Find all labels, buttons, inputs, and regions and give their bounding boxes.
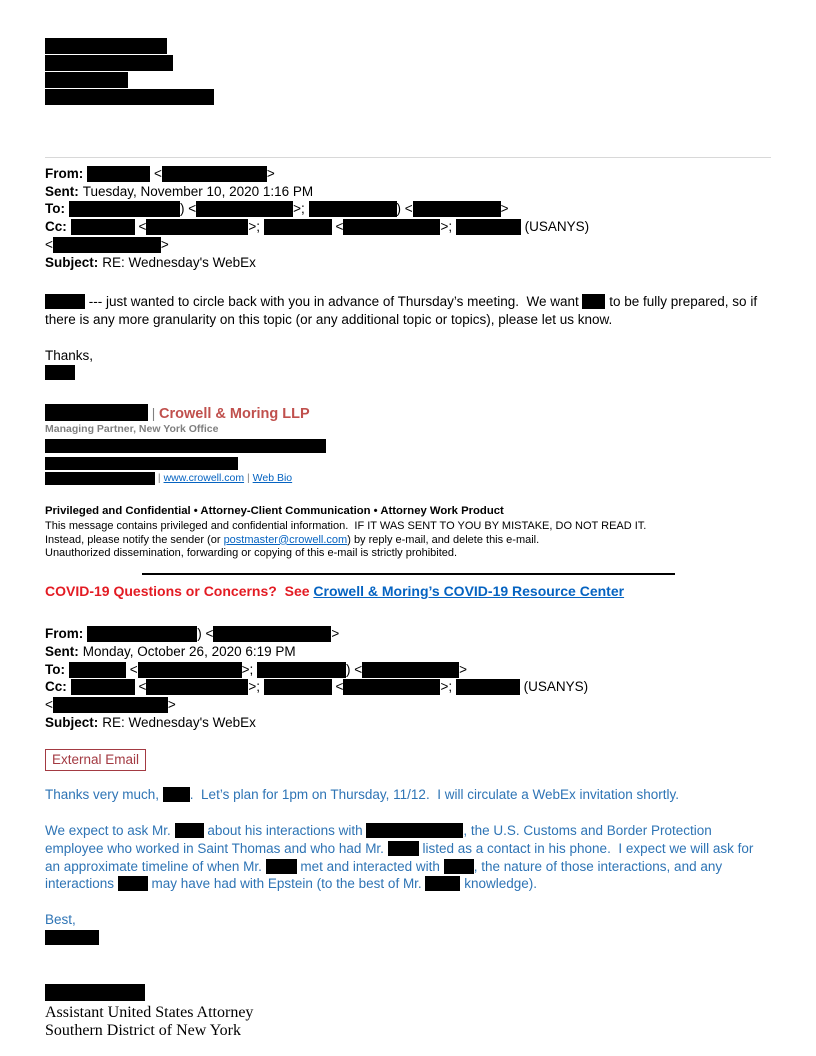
redaction-bar xyxy=(257,662,346,678)
disclaimer-line: Unauthorized dissemination, forwarding or copying of this e-mail is strictly prohibited. xyxy=(45,546,458,559)
redaction-bar xyxy=(309,201,397,217)
text-segment: , the nature of those interactions, and any interactions xyxy=(45,858,726,892)
redaction-bar xyxy=(45,294,85,309)
text-segment: knowledge). xyxy=(460,876,537,892)
section-divider xyxy=(45,157,771,158)
header-value xyxy=(71,219,589,234)
header-value xyxy=(45,237,169,252)
text-segment: RE: Wednesday's WebEx xyxy=(102,254,256,270)
text-segment: ) by reply e-mail, and delete this e-mail. xyxy=(347,533,540,546)
text-segment: Instead, please notify the sender (or xyxy=(45,533,224,546)
redaction-bar xyxy=(45,439,326,453)
header-value xyxy=(87,166,275,181)
email1-thanks: Thanks, xyxy=(45,347,94,363)
text-segment: > xyxy=(167,697,176,713)
redaction-bar xyxy=(413,201,501,217)
redaction-bar xyxy=(266,859,297,874)
redaction-bar xyxy=(196,201,293,217)
redaction-bar xyxy=(163,787,190,802)
text-segment: , the U.S. Customs and Border Protection employee who worked in Saint Thomas and who had Mr. xyxy=(45,823,716,856)
text-segment: < xyxy=(150,166,162,181)
text-segment: met and interacted with xyxy=(296,858,444,874)
header-label: To: xyxy=(45,201,65,217)
signature-title: Managing Partner, New York Office xyxy=(45,423,219,436)
text-segment: >; xyxy=(293,201,309,217)
text-segment: about his interactions with xyxy=(203,823,367,839)
header-line-sent xyxy=(45,643,771,661)
signature-redacted-line xyxy=(45,437,771,453)
redaction-bar xyxy=(366,823,463,838)
redaction-bar xyxy=(45,38,167,54)
text-segment: We expect to ask Mr. xyxy=(45,823,175,839)
text-segment: Thanks very much, xyxy=(45,787,163,803)
email2-signoff: Best, xyxy=(45,911,76,927)
text-segment: | xyxy=(244,472,253,485)
email2-paragraph xyxy=(45,822,771,893)
text-segment: RE: Wednesday's WebEx xyxy=(102,714,256,730)
header-label: Subject: xyxy=(45,254,99,270)
text-segment: < xyxy=(134,679,147,695)
redaction-bar xyxy=(45,365,75,380)
redaction-bar xyxy=(45,404,148,421)
redacted-line xyxy=(45,88,771,105)
redaction-bar xyxy=(87,626,197,642)
text-segment: to be fully prepared, so if there is any more granularity on this topic (or any additional topic or topics), please let us know. xyxy=(45,294,761,327)
redaction-bar xyxy=(45,72,128,88)
disclaimer-line: This message contains privileged and confidential information. IF IT WAS SENT TO YOU BY MISTAKE, DO NOT READ IT. xyxy=(45,520,647,533)
email2-header-block xyxy=(45,625,771,731)
header-line-cc xyxy=(45,678,771,696)
text-segment: > xyxy=(459,661,468,677)
text-segment: < xyxy=(331,219,344,235)
text-segment: . Let’s plan for 1pm on Thursday, 11/12. I will circulate a WebEx invitation shortly. xyxy=(189,787,680,803)
redaction-bar xyxy=(213,626,331,642)
header-value xyxy=(69,201,509,216)
text-segment: --- just wanted to circle back with you in advance of Thursday’s meeting. We want xyxy=(85,294,583,310)
text-segment: < xyxy=(331,679,344,695)
text-segment: ) < xyxy=(197,626,214,642)
redaction-bar xyxy=(264,219,332,235)
redaction-bar xyxy=(69,662,126,678)
text-segment: > xyxy=(266,166,275,181)
signature-links-line xyxy=(45,471,771,485)
underscore-divider xyxy=(142,573,675,575)
text-segment: > xyxy=(500,201,509,217)
header-label: Subject: xyxy=(45,714,99,730)
text-segment: >; xyxy=(241,661,258,677)
redaction-bar xyxy=(362,662,459,678)
header-label: Cc: xyxy=(45,219,67,235)
redaction-bar xyxy=(264,679,332,695)
top-redacted-block xyxy=(45,37,771,105)
redaction-bar xyxy=(45,89,214,105)
redaction-bar xyxy=(71,219,135,235)
text-segment: < xyxy=(126,661,138,677)
text-segment: Monday, October 26, 2020 6:19 PM xyxy=(82,643,296,659)
redaction-bar xyxy=(118,876,148,891)
disclaimer-line xyxy=(45,534,771,547)
sender-footer-block xyxy=(45,984,771,1040)
external-email-badge: External Email xyxy=(45,749,146,771)
firm-name: Crowell & Moring LLP xyxy=(159,406,310,423)
header-line-cc-continued xyxy=(45,696,771,714)
header-label: From: xyxy=(45,166,84,181)
redaction-bar xyxy=(456,219,521,235)
web-bio-link[interactable]: Web Bio xyxy=(252,472,293,485)
footer-title: Assistant United States Attorney xyxy=(45,1004,254,1022)
signature-name-line xyxy=(45,404,771,423)
text-segment: > xyxy=(160,236,169,252)
email1-signoff-redaction xyxy=(45,364,771,382)
redaction-bar xyxy=(175,823,204,838)
text-segment: >; xyxy=(248,679,264,695)
header-line-subject xyxy=(45,254,771,272)
email2-signoff-redaction xyxy=(45,929,771,947)
redaction-bar xyxy=(425,876,460,891)
postmaster-email-link[interactable]: postmaster@crowell.com xyxy=(223,533,348,546)
header-line-from xyxy=(45,625,771,643)
header-value xyxy=(69,662,467,677)
redaction-bar xyxy=(69,201,180,217)
footer-district: Southern District of New York xyxy=(45,1022,241,1040)
text-segment: < xyxy=(45,236,53,252)
crowell-website-link[interactable]: www.crowell.com xyxy=(163,472,245,485)
header-label: Sent: xyxy=(45,643,79,659)
text-segment: < xyxy=(134,219,147,235)
header-line-subject xyxy=(45,714,771,732)
email2-paragraph xyxy=(45,786,771,804)
covid-question-text: COVID-19 Questions or Concerns? See xyxy=(45,583,314,600)
redaction-bar xyxy=(45,930,99,945)
header-line-sent xyxy=(45,183,771,201)
redaction-bar xyxy=(45,55,173,71)
header-value xyxy=(102,715,256,730)
email1-paragraph xyxy=(45,293,771,328)
header-label: Cc: xyxy=(45,679,67,695)
redacted-line xyxy=(45,71,771,88)
redaction-bar xyxy=(582,294,605,309)
redaction-bar xyxy=(388,841,419,856)
redaction-bar xyxy=(146,679,248,695)
text-segment: > xyxy=(331,626,340,642)
signature-block xyxy=(45,404,771,485)
text-segment: Tuesday, November 10, 2020 1:16 PM xyxy=(82,183,314,199)
redaction-bar xyxy=(71,679,135,695)
redaction-bar xyxy=(343,679,440,695)
header-line-cc-continued xyxy=(45,236,771,254)
text-segment: < xyxy=(45,697,53,713)
text-segment: ) < xyxy=(346,661,363,677)
header-line-to xyxy=(45,200,771,218)
redaction-bar xyxy=(162,166,267,182)
redaction-bar xyxy=(444,859,474,874)
redaction-bar xyxy=(146,219,248,235)
redaction-bar xyxy=(343,219,440,235)
text-segment: may have had with Epstein (to the best of Mr. xyxy=(147,876,426,892)
text-segment: ) < xyxy=(180,201,197,217)
redacted-line xyxy=(45,37,771,54)
footer-redacted-name xyxy=(45,984,771,1002)
redaction-bar xyxy=(138,662,242,678)
header-line-cc xyxy=(45,218,771,236)
text-segment: >; xyxy=(440,219,456,235)
redaction-bar xyxy=(87,166,150,182)
external-email-badge-row xyxy=(45,749,771,771)
redaction-bar xyxy=(45,984,145,1001)
text-segment: | xyxy=(155,472,164,485)
header-label: To: xyxy=(45,661,65,677)
covid-notice xyxy=(45,583,771,599)
redaction-bar xyxy=(456,679,520,695)
redaction-bar xyxy=(45,472,155,485)
header-value xyxy=(71,679,588,694)
redaction-bar xyxy=(53,697,168,713)
redaction-bar xyxy=(53,237,161,253)
header-label: From: xyxy=(45,626,84,642)
covid-resource-center-link[interactable]: Crowell & Moring’s COVID-19 Resource Center xyxy=(313,583,625,600)
header-value xyxy=(87,626,339,641)
text-segment: >; xyxy=(440,679,456,695)
redacted-line xyxy=(45,54,771,71)
disclaimer-heading: Privileged and Confidential • Attorney-Client Communication • Attorney Work Product xyxy=(45,505,504,518)
text-segment: | xyxy=(148,406,160,422)
confidentiality-disclaimer xyxy=(45,505,771,560)
text-segment: (USANYS) xyxy=(519,679,589,695)
text-segment: (USANYS) xyxy=(520,219,590,235)
redaction-bar xyxy=(45,457,238,470)
text-segment: ) < xyxy=(396,201,413,217)
text-segment: listed as a contact in his phone. I expect we will ask for an approximate timeline of when Mr. xyxy=(45,840,758,874)
header-value xyxy=(45,697,176,712)
signature-redacted-line xyxy=(45,454,771,470)
header-line-to xyxy=(45,661,771,679)
header-value xyxy=(102,255,256,270)
email1-header-block xyxy=(45,165,771,271)
header-value xyxy=(83,184,313,199)
header-label: Sent: xyxy=(45,183,79,199)
text-segment: >; xyxy=(248,219,264,235)
header-line-from xyxy=(45,165,771,183)
header-value xyxy=(83,644,296,659)
